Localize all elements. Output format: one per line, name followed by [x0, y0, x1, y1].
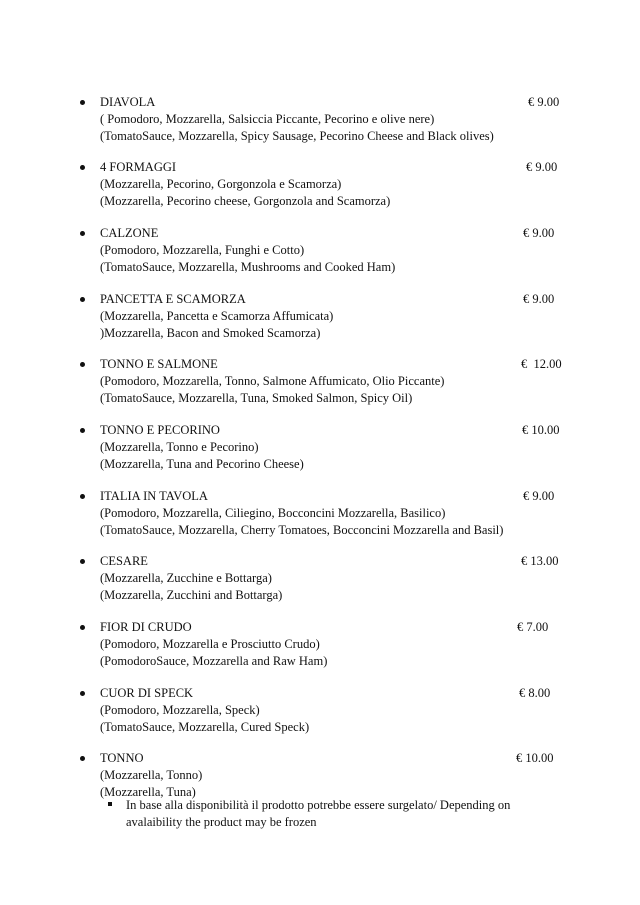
item-name: ITALIA IN TAVOLA [100, 489, 208, 503]
item-description-italian: (Mozzarella, Pecorino, Gorgonzola e Scamorza) [100, 177, 342, 191]
item-description-english: (TomatoSauce, Mozzarella, Cured Speck) [100, 720, 310, 734]
item-price: € 12.00 [521, 357, 562, 371]
item-name: FIOR DI CRUDO [100, 620, 192, 634]
menu-item-tonno [0, 750, 640, 800]
bullet [80, 231, 85, 236]
bullet [80, 494, 85, 499]
item-description-italian: (Pomodoro, Mozzarella e Prosciutto Crudo) [100, 637, 320, 651]
item-description-italian: (Mozzarella, Tonno e Pecorino) [100, 440, 259, 454]
bullet [80, 100, 85, 105]
bullet [80, 691, 85, 696]
item-description-english: (TomatoSauce, Mozzarella, Tuna, Smoked Salmon, Spicy Oil) [100, 391, 413, 405]
item-description-english: (TomatoSauce, Mozzarella, Spicy Sausage, Pecorino Cheese and Black olives) [100, 129, 494, 143]
item-description-italian: (Mozzarella, Tonno) [100, 768, 203, 782]
menu-item-pancetta-e-scamorza [0, 291, 640, 341]
menu-item-italia-in-tavola [0, 488, 640, 538]
bullet [80, 165, 85, 170]
item-price: € 10.00 [522, 423, 560, 437]
bullet [80, 362, 85, 367]
bullet [80, 297, 85, 302]
item-description-italian: (Pomodoro, Mozzarella, Speck) [100, 703, 260, 717]
menu-item-tonno-e-pecorino [0, 422, 640, 472]
item-name: TONNO E PECORINO [100, 423, 220, 437]
item-price: € 9.00 [526, 160, 558, 174]
menu-item-tonno-e-salmone [0, 356, 640, 406]
item-name: CALZONE [100, 226, 159, 240]
item-price: € 9.00 [523, 489, 555, 503]
menu-item-calzone [0, 225, 640, 275]
item-description-italian: ( Pomodoro, Mozzarella, Salsiccia Piccante, Pecorino e olive nere) [100, 112, 435, 126]
item-description-english: (Mozzarella, Tuna) [100, 785, 196, 799]
menu-item-fior-di-crudo [0, 619, 640, 669]
item-description-italian: (Pomodoro, Mozzarella, Tonno, Salmone Affumicato, Olio Piccante) [100, 374, 445, 388]
item-description-english: (Mozzarella, Tuna and Pecorino Cheese) [100, 457, 304, 471]
item-name: TONNO E SALMONE [100, 357, 218, 371]
square-bullet-icon [108, 802, 112, 806]
item-name: TONNO [100, 751, 144, 765]
menu-item-cuor-di-speck [0, 685, 640, 735]
item-description-english: (Mozzarella, Pecorino cheese, Gorgonzola and Scamorza) [100, 194, 391, 208]
item-price: € 8.00 [519, 686, 551, 700]
item-price: € 9.00 [523, 226, 555, 240]
item-name: CESARE [100, 554, 148, 568]
item-description-english: (PomodoroSauce, Mozzarella and Raw Ham) [100, 654, 328, 668]
bullet [80, 428, 85, 433]
item-description-italian: (Pomodoro, Mozzarella, Funghi e Cotto) [100, 243, 305, 257]
item-price: € 9.00 [523, 292, 555, 306]
item-description-italian: (Mozzarella, Zucchine e Bottarga) [100, 571, 272, 585]
item-price: € 10.00 [516, 751, 554, 765]
item-description-english: )Mozzarella, Bacon and Smoked Scamorza) [100, 326, 321, 340]
bullet [80, 559, 85, 564]
item-description-italian: (Pomodoro, Mozzarella, Ciliegino, Bocconcini Mozzarella, Basilico) [100, 506, 446, 520]
note-text: In base alla disponibilità il prodotto potrebbe essere surgelato/ Depending on avalaibility the product may be frozen [126, 798, 511, 829]
item-description-english: (TomatoSauce, Mozzarella, Cherry Tomatoes, Bocconcini Mozzarella and Basil) [100, 523, 504, 537]
menu-item-diavola [0, 94, 640, 144]
item-price: € 7.00 [517, 620, 549, 634]
menu-item-4-formaggi [0, 159, 640, 209]
bullet [80, 625, 85, 630]
item-name: PANCETTA E SCAMORZA [100, 292, 246, 306]
item-description-italian: (Mozzarella, Pancetta e Scamorza Affumicata) [100, 309, 334, 323]
item-description-english: (TomatoSauce, Mozzarella, Mushrooms and Cooked Ham) [100, 260, 396, 274]
bullet [80, 756, 85, 761]
item-price: € 9.00 [528, 95, 560, 109]
item-name: CUOR DI SPECK [100, 686, 194, 700]
item-price: € 13.00 [521, 554, 559, 568]
item-name: DIAVOLA [100, 95, 156, 109]
menu-item-cesare [0, 553, 640, 603]
item-description-english: (Mozzarella, Zucchini and Bottarga) [100, 588, 283, 602]
item-name: 4 FORMAGGI [100, 160, 177, 174]
